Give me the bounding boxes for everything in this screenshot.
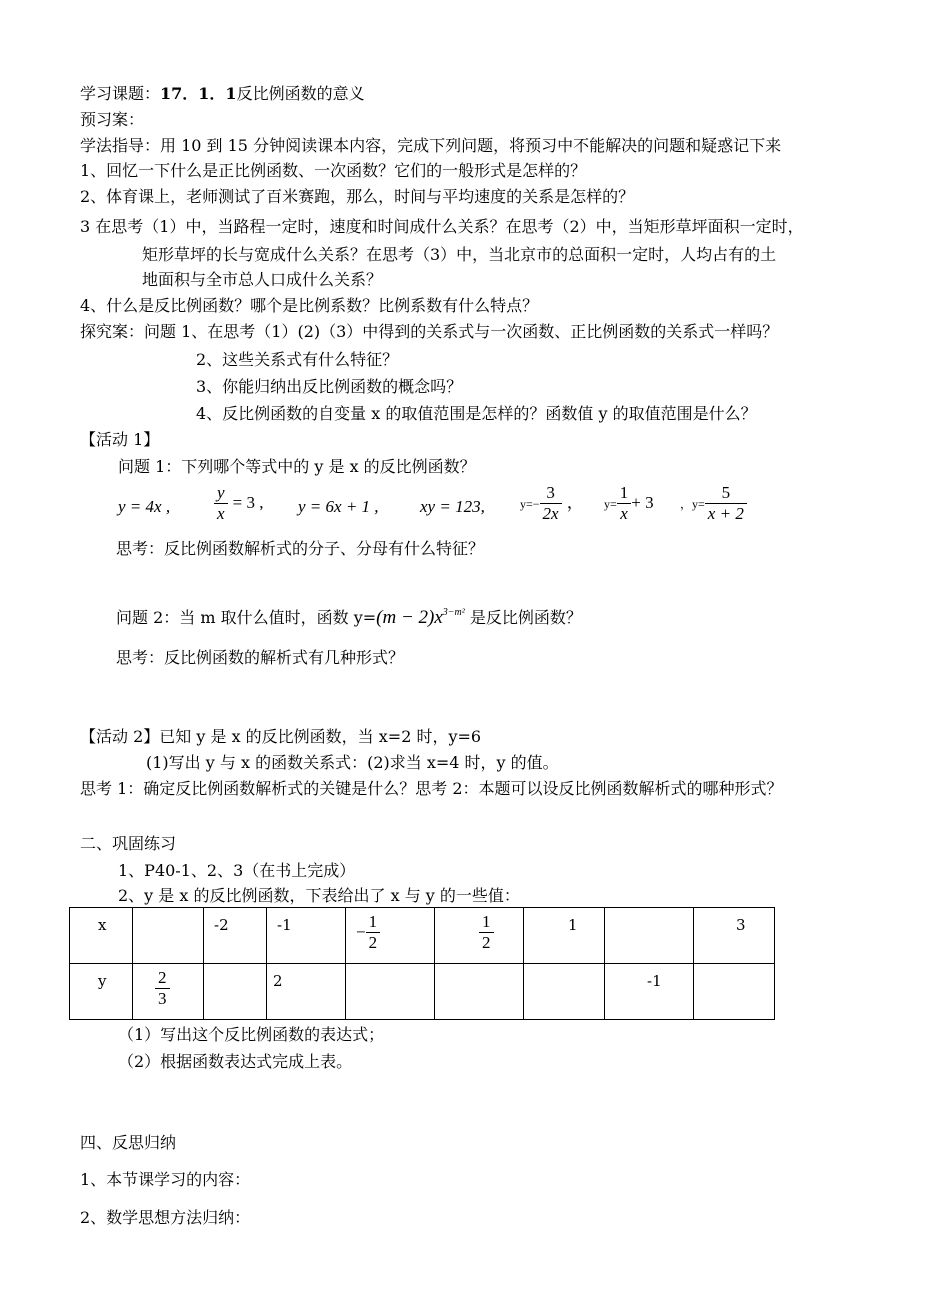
section-4-item-2: 2、数学思想方法归纳：: [80, 1208, 251, 1227]
preview-question-3-line-3: 地面积与全市总人口成什么关系？: [142, 270, 383, 289]
section-2-title: 二、巩固练习: [80, 834, 177, 853]
table-cell-half: $\frac{1}{2}$: [435, 908, 524, 964]
formula-3: y = 6x + 1 ,: [298, 497, 379, 516]
section-4-title: 四、反思归纳: [80, 1133, 177, 1152]
activity-2-line: 【活动 2】已知 y 是 x 的反比例函数，当 x=2 时，y=6: [80, 727, 482, 746]
function-exponent: 3−m²: [442, 607, 465, 618]
formula-5: y=− $\frac{3}{2x}$ ，: [520, 483, 584, 523]
preview-question-1: 1、回忆一下什么是正比例函数、一次函数？它们的一般形式是怎样的？: [80, 161, 587, 180]
lesson-number: 17．1．1: [160, 84, 237, 103]
table-row-y-label: y: [70, 964, 133, 1020]
preview-question-4: 4、什么是反比例函数？哪个是比例系数？比例系数有什么特点？: [80, 296, 539, 315]
activity-2-think: 思考 1：确定反比例函数解析式的关键是什么？思考 2：本题可以设反比例函数解析式的哪种形式？: [80, 779, 783, 798]
explore-question-1: 探究案：问题 1、在思考（1）(2)（3）中得到的关系式与一次函数、正比例函数的关系式一样吗？: [80, 322, 779, 341]
table-row-x-label: x: [70, 908, 133, 964]
activity-1-question-2: 问题 2：当 m 取什么值时，函数 $y=(m - 2)x^{3-m^2}$ 是反比例函数？: [116, 607, 582, 628]
formula-4: xy = 123,: [420, 497, 485, 516]
preview-question-3-line-2: 矩形草坪的长与宽成什么关系？在思考（3）中，当北京市的总面积一定时，人均占有的土: [142, 245, 777, 264]
explore-question-2: 2、这些关系式有什么特征？: [196, 350, 399, 369]
activity-1-think-2: 思考：反比例函数的解析式有几种形式？: [116, 648, 405, 667]
section-2-task-a: （1）写出这个反比例函数的表达式；: [118, 1025, 385, 1044]
section-2-item-2: 2、y 是 x 的反比例函数，下表给出了 x 与 y 的一些值：: [118, 886, 520, 905]
function-expression: (m − 2)x: [376, 607, 443, 628]
preview-question-3-line-1: 3 在思考（1）中，当路程一定时，速度和时间成什么关系？在思考（2）中，当矩形草坪面积一定时，: [80, 217, 804, 236]
table-cell-two-thirds: $\frac{2}{3}$: [133, 964, 204, 1020]
explore-question-3: 3、你能归纳出反比例函数的概念吗？: [196, 377, 463, 396]
preview-label: 预习案：: [80, 110, 145, 129]
lesson-title: 学习课题：17．1．1反比例函数的意义: [80, 84, 365, 103]
section-2-task-b: （2）根据函数表达式完成上表。: [118, 1052, 353, 1071]
section-4-item-1: 1、本节课学习的内容：: [80, 1170, 251, 1189]
activity-2-subquestions: (1)写出 y 与 x 的函数关系式：(2)求当 x=4 时，y 的值。: [146, 753, 559, 772]
formula-2: $\frac{y}{x}$ = 3 ,: [214, 483, 263, 524]
table-cell-neg-half: − $\frac{1}{2}$: [346, 908, 435, 964]
activity-1-question-1: 问题 1：下列哪个等式中的 y 是 x 的反比例函数？: [118, 457, 476, 476]
formula-1: y = 4x ,: [118, 497, 171, 516]
study-guide: 学法指导：用 10 到 15 分钟阅读课本内容，完成下列问题，将预习中不能解决的问题和疑惑记下来: [80, 136, 782, 155]
activity-1-think-1: 思考：反比例函数解析式的分子、分母有什么特征？: [116, 539, 485, 558]
preview-question-2: 2、体育课上，老师测试了百米赛跑，那么，时间与平均速度的关系是怎样的？: [80, 187, 635, 206]
explore-question-4: 4、反比例函数的自变量 x 的取值范围是怎样的？函数值 y 的取值范围是什么？: [196, 404, 757, 423]
activity-1-title: 【活动 1】: [80, 430, 160, 449]
section-2-item-1: 1、P40-1、2、3（在书上完成）: [118, 861, 356, 880]
formula-6: y= $\frac{1}{x}$ + 3: [604, 483, 654, 523]
value-table: x -2 -1 − $\frac{1}{2}$ $\frac{1}{2}$ 1 3 y $\frac{2}{3}$ 2 -1: [69, 907, 775, 1020]
formula-7: ，y= $\frac{5}{x + 2}$: [680, 483, 747, 524]
